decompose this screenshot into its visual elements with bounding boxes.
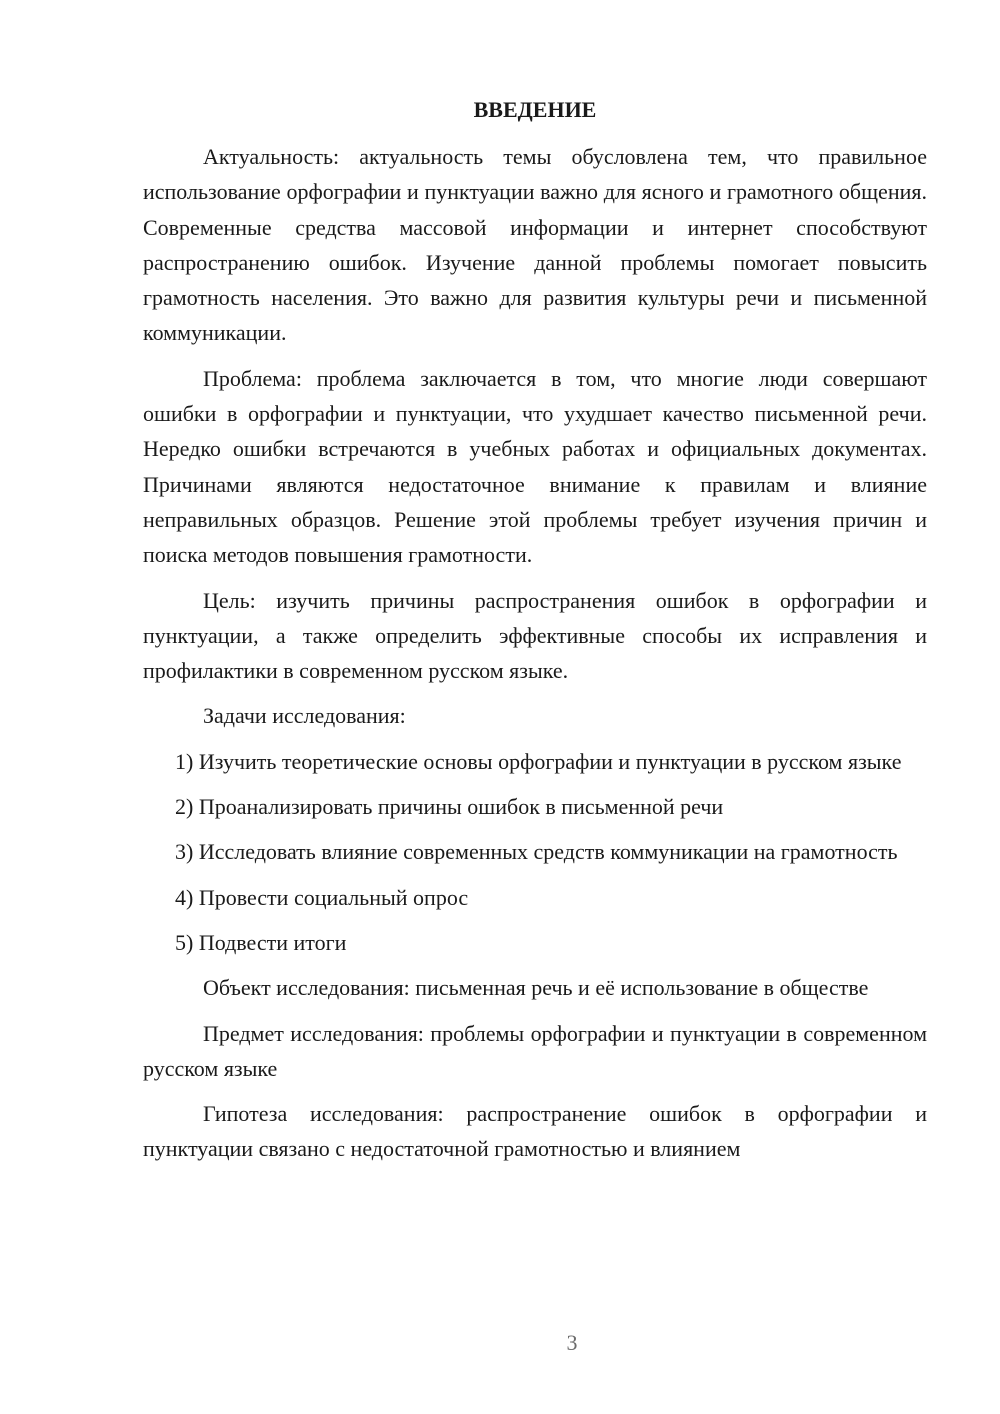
paragraph-subject: Предмет исследования: проблемы орфографии и пунктуации в современном русском языке (143, 1020, 927, 1081)
paragraph-relevance: Актуальность: актуальность темы обусловлена тем, что правильное использование орфографии и пунктуации важно для ясного и грамотного общения. Современные средства массовой информации и интернет способствуют распространению ошибок. Изучение данной проблемы помогает повысить грамотность населения. Это важно для развития культуры речи и письменной коммуникации. (143, 144, 927, 346)
task-item-2: 2) Проанализировать причины ошибок в письменной речи (175, 794, 724, 820)
task-item-4: 4) Провести социальный опрос (175, 884, 469, 910)
section-heading: ВВЕДЕНИЕ (473, 97, 597, 122)
task-item-1: 1) Изучить теоретические основы орфографии и пунктуации в русском языке (175, 748, 902, 774)
task-item-3: 3) Исследовать влияние современных средств коммуникации на грамотность (175, 839, 898, 865)
paragraph-goal: Цель: изучить причины распространения ошибок в орфографии и пунктуации, а также определить эффективные способы их исправления и профилактики в современном русском языке. (143, 587, 927, 684)
paragraph-tasks-intro: Задачи исследования: (203, 703, 406, 729)
paragraph-problem: Проблема: проблема заключается в том, что многие люди совершают ошибки в орфографии и пунктуации, что ухудшает качество письменной речи. Нередко ошибки встречаются в учебных работах и официальных документах. Причинами являются недостаточное внимание к правилам и влияние неправильных образцов. Решение этой проблемы требует изучения причин и поиска методов повышения грамотности. (143, 365, 927, 568)
page-number: 3 (566, 1330, 578, 1355)
paragraph-object: Объект исследования: письменная речь и её использование в обществе (203, 975, 869, 1001)
page-content (143, 92, 927, 1177)
task-item-5: 5) Подвести итоги (175, 929, 347, 955)
paragraph-hypothesis: Гипотеза исследования: распространение ошибок в орфографии и пунктуации связано с недостаточной грамотностью и влиянием (143, 1101, 927, 1162)
